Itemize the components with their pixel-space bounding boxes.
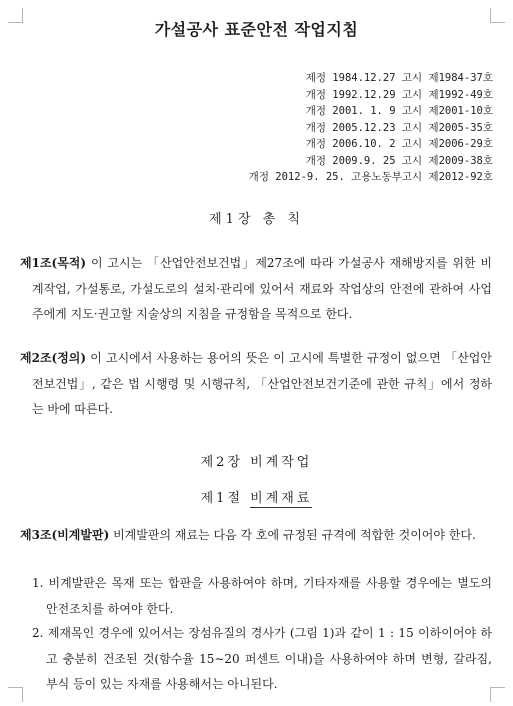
revision-line: 제정 1984.12.27 고시 제1984-37호 [305, 72, 493, 84]
page-corner-mark [490, 687, 505, 702]
article-2-heading: 제2조(정의) [20, 351, 87, 365]
article-3-item-2: 2. 제재목인 경우에 있어서는 장섬유질의 경사가 (그림 1)과 같이 1 : 15 이하이어야 하고 충분히 건조된 것(함수율 15∼20 퍼센트 이내)을 사용하여야 하며 변형, 갈라짐, 부식 등이 있는 자재를 사용해서는 아니된다. [32, 626, 492, 691]
page-corner-mark [8, 687, 23, 702]
article-3 [20, 523, 492, 549]
section-1-prefix: 제1절 [200, 491, 251, 506]
article-1-heading: 제1조(목적) [20, 256, 87, 270]
revision-line: 개정 2009.9. 25 고시 제2009-38호 [305, 154, 493, 167]
revision-line: 개정 1992.12.29 고시 제1992-49호 [305, 88, 493, 101]
section-1-heading [0, 487, 513, 506]
revision-line: 개정 2001. 1. 9 고시 제2001-10호 [305, 105, 493, 117]
document-title: 가설공사 표준안전 작업지침 [154, 20, 359, 39]
chapter-1-heading: 제1장 총 칙 [209, 212, 304, 227]
article-2-text: 이 고시에서 사용하는 용어의 뜻은 이 고시에 특별한 규정이 없으면 「산업안전보건법」, 같은 법 시행령 및 시행규칙, 「산업안전보건기준에 관한 규칙」에서 정하는 바에 따른다. [32, 351, 492, 416]
revision-line: 개정 2005.12.23 고시 제2005-35호 [305, 121, 493, 134]
article-1 [20, 251, 492, 328]
revision-history [249, 70, 493, 186]
chapter-2-heading: 제2장 비계작업 [200, 455, 313, 470]
article-2 [20, 346, 492, 423]
revision-line: 개정 2012-9. 25. 고용노동부고시 제2012-92호 [248, 171, 493, 183]
section-1-title: 비계재료 [250, 491, 313, 506]
article-3-heading: 제3조(비계발판) [20, 528, 110, 542]
revision-line: 개정 2006.10. 2 고시 제2006-29호 [305, 138, 493, 150]
article-1-text: 이 고시는 「산업안전보건법」제27조에 따라 가설공사 재해방지를 위한 비계작업, 가설통로, 가설도로의 설치·관리에 있어서 재료와 작업상의 안전에 관하여 사업주에게 지도·권고할 지술상의 지침을 규정함을 목적으로 한다. [32, 256, 492, 321]
article-3-item-1: 1. 비계발판은 목재 또는 합판을 사용하여야 하며, 기타자재를 사용할 경우에는 별도의 안전조치를 하여야 한다. [32, 576, 492, 616]
article-3-text: 비계발판의 재료는 다음 각 호에 규정된 규격에 적합한 것이어야 한다. [109, 528, 476, 542]
